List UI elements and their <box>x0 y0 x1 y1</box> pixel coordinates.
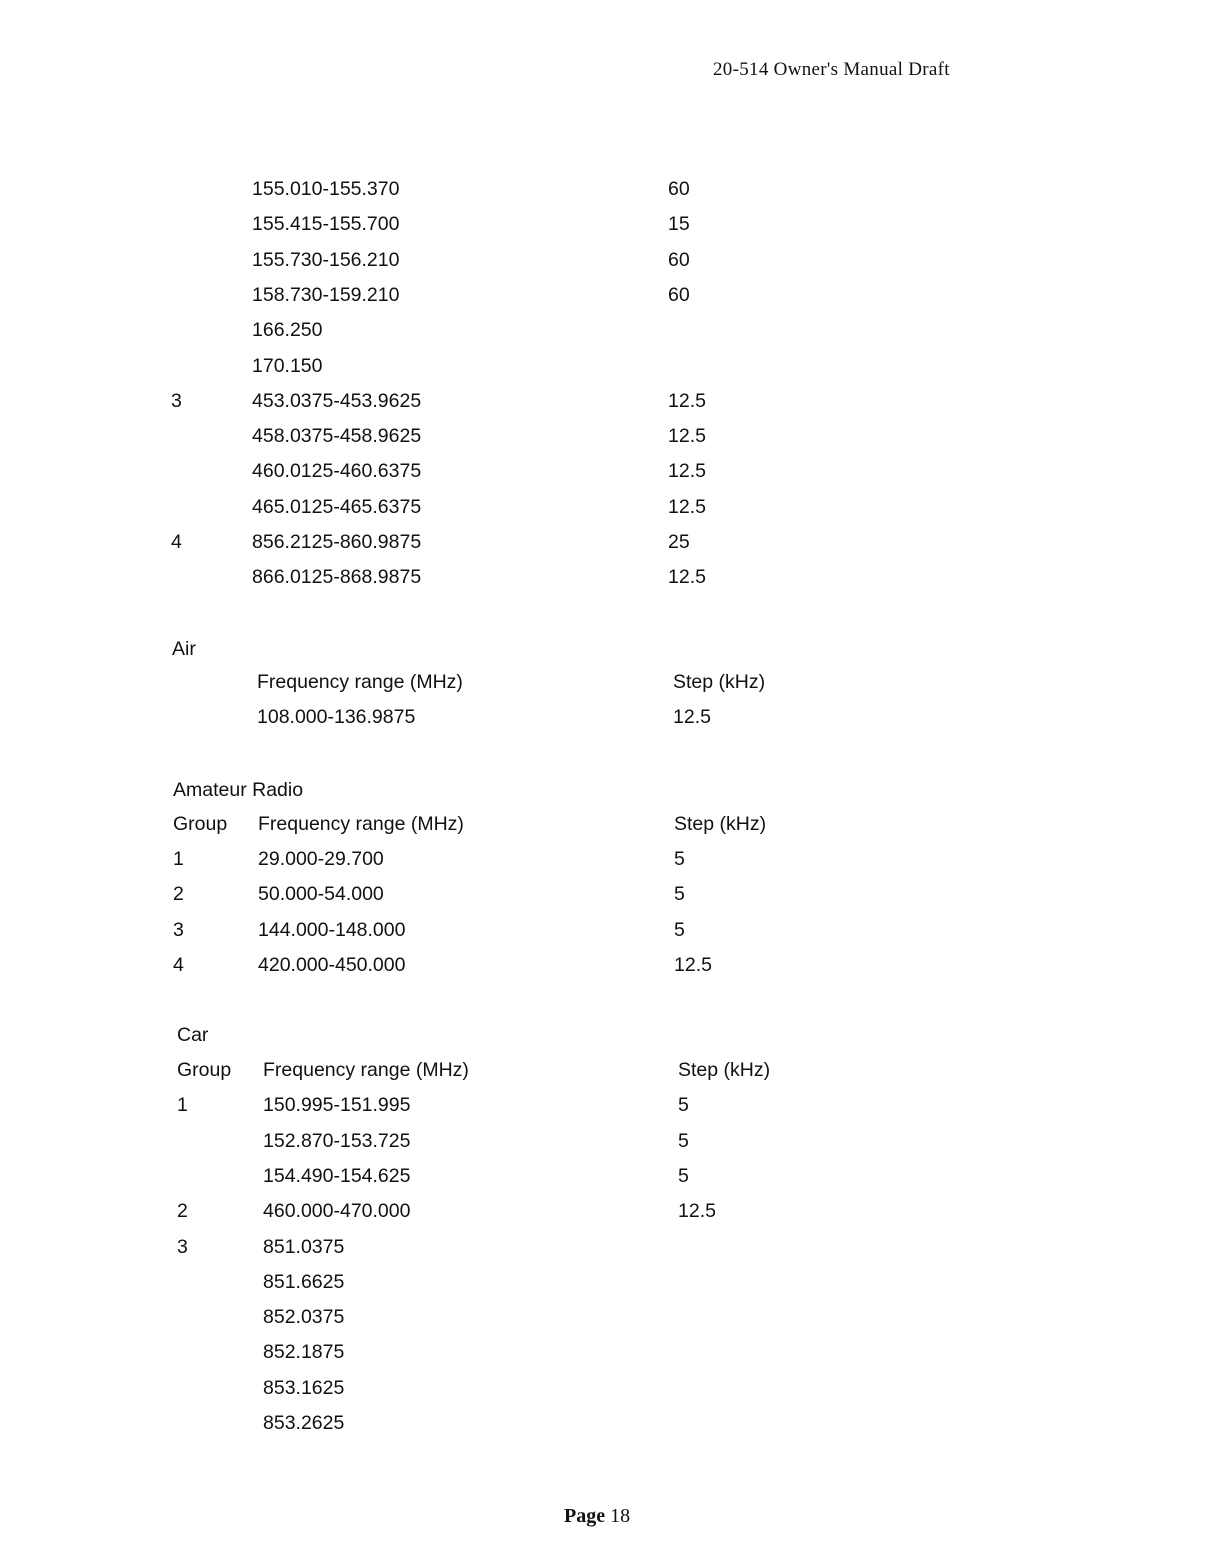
step-cell: 5 <box>678 1094 689 1117</box>
section-title-amateur-radio: Amateur Radio <box>173 779 304 801</box>
range-cell: 154.490-154.625 <box>263 1164 411 1187</box>
range-cell: Frequency range (MHz) <box>263 1059 469 1081</box>
range-cell: 851.6625 <box>263 1270 345 1293</box>
step-cell: 5 <box>674 848 685 871</box>
table-row <box>171 421 788 451</box>
step-cell: Step (kHz) <box>678 1059 771 1081</box>
group-cell: 3 <box>177 1235 188 1258</box>
range-cell: 465.0125-465.6375 <box>252 495 422 518</box>
step-cell: 12.5 <box>668 425 706 448</box>
table-row <box>171 562 788 592</box>
table-row <box>173 844 794 874</box>
group-cell: Group <box>173 813 228 835</box>
step-cell: 60 <box>668 178 690 200</box>
section-title-air: Air <box>172 638 196 660</box>
step-cell: 12.5 <box>668 495 706 518</box>
table-row <box>177 1302 798 1332</box>
page-label: Page <box>564 1505 606 1527</box>
step-cell: 12.5 <box>678 1200 716 1223</box>
group-cell: 3 <box>171 389 182 412</box>
range-cell: 460.000-470.000 <box>263 1200 411 1223</box>
group-cell: 4 <box>173 953 184 976</box>
table-row <box>177 1337 798 1367</box>
table-row <box>173 950 794 980</box>
range-cell: 144.000-148.000 <box>258 918 406 941</box>
group-cell: 1 <box>173 848 184 871</box>
range-cell: 158.730-159.210 <box>252 283 400 306</box>
table-row <box>171 351 788 381</box>
range-cell: Frequency range (MHz) <box>257 671 463 693</box>
page-footer <box>564 1505 630 1528</box>
group-cell: 1 <box>177 1094 188 1117</box>
page-header-title: 20-514 Owner's Manual Draft <box>713 59 950 80</box>
table-row <box>171 492 788 522</box>
table-row <box>171 174 788 204</box>
range-cell: 856.2125-860.9875 <box>252 531 422 553</box>
range-cell: 458.0375-458.9625 <box>252 425 422 448</box>
range-cell: 50.000-54.000 <box>258 883 384 906</box>
group-cell: 2 <box>173 883 184 906</box>
table-row <box>171 280 788 310</box>
table-row <box>173 915 794 945</box>
range-cell: 853.2625 <box>263 1412 345 1434</box>
table-row <box>171 386 788 416</box>
range-cell: 420.000-450.000 <box>258 953 406 976</box>
group-cell: Group <box>177 1059 232 1081</box>
step-cell: 12.5 <box>668 389 706 412</box>
step-cell: 5 <box>678 1164 689 1187</box>
page-number: 18 <box>610 1505 631 1527</box>
group-cell: 2 <box>177 1200 188 1223</box>
range-cell: 866.0125-868.9875 <box>252 566 422 589</box>
step-cell: 25 <box>668 531 690 553</box>
table-row <box>177 1196 798 1226</box>
step-cell: 5 <box>674 883 685 906</box>
table-row <box>177 1267 798 1297</box>
range-cell: 152.870-153.725 <box>263 1129 411 1152</box>
table-row <box>173 879 794 909</box>
step-cell: 60 <box>668 283 690 306</box>
range-cell: 460.0125-460.6375 <box>252 460 422 483</box>
step-cell: 12.5 <box>674 953 712 976</box>
table-row <box>177 1090 798 1120</box>
step-cell: 12.5 <box>668 460 706 483</box>
step-cell: 12.5 <box>673 706 711 728</box>
table-row <box>177 1373 798 1403</box>
table-row <box>172 667 793 697</box>
group-cell: 4 <box>171 531 182 553</box>
step-cell: 5 <box>674 918 685 941</box>
range-cell: 851.0375 <box>263 1235 345 1258</box>
range-cell: 155.730-156.210 <box>252 248 400 271</box>
range-cell: 155.415-155.700 <box>252 213 400 236</box>
step-cell: 12.5 <box>668 566 706 589</box>
table-row <box>177 1126 798 1156</box>
group-cell: 3 <box>173 918 184 941</box>
range-cell: 150.995-151.995 <box>263 1094 411 1117</box>
step-cell: Step (kHz) <box>674 813 767 835</box>
table-row <box>177 1161 798 1191</box>
range-cell: 852.1875 <box>263 1341 345 1364</box>
table-row <box>171 527 788 557</box>
range-cell: Frequency range (MHz) <box>258 813 464 835</box>
range-cell: 853.1625 <box>263 1376 345 1399</box>
table-row <box>177 1232 798 1262</box>
step-cell: 5 <box>678 1129 689 1152</box>
table-row <box>173 809 794 839</box>
range-cell: 155.010-155.370 <box>252 178 400 200</box>
section-title-car: Car <box>177 1024 209 1046</box>
step-cell: 60 <box>668 248 690 271</box>
range-cell: 166.250 <box>252 319 323 342</box>
range-cell: 453.0375-453.9625 <box>252 389 422 412</box>
table-row <box>177 1055 798 1085</box>
step-cell: Step (kHz) <box>673 671 766 693</box>
table-row <box>171 456 788 486</box>
table-row <box>171 245 788 275</box>
range-cell: 852.0375 <box>263 1306 345 1329</box>
table-row <box>171 315 788 345</box>
table-row <box>177 1408 798 1438</box>
table-row <box>171 209 788 239</box>
step-cell: 15 <box>668 213 690 236</box>
range-cell: 170.150 <box>252 354 323 377</box>
range-cell: 29.000-29.700 <box>258 848 384 871</box>
table-row <box>172 702 793 732</box>
range-cell: 108.000-136.9875 <box>257 706 416 728</box>
